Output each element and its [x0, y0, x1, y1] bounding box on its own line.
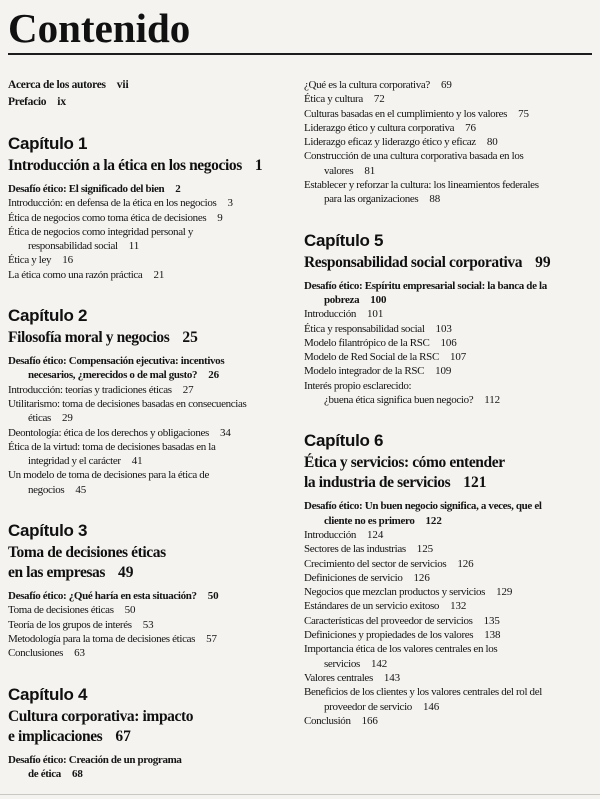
chapter-number-heading: Capítulo 4 [8, 684, 88, 704]
page-number: vii [116, 79, 129, 91]
toc-entry [8, 225, 296, 254]
page-number: 45 [75, 483, 87, 496]
toc-entry-line: Liderazgo eficaz y liderazgo ético y eficaz 80 [304, 136, 498, 149]
chapter-block [8, 685, 296, 782]
page-number: 53 [142, 618, 154, 631]
page-number: 9 [217, 211, 223, 224]
toc-entry [304, 92, 592, 106]
toc-entry [304, 528, 592, 542]
page-title: Contenido [8, 5, 191, 51]
chapter-title-line: e implicaciones 67 [8, 727, 131, 745]
page-number: 143 [383, 671, 401, 684]
page-number: 25 [182, 329, 198, 347]
toc-entry-line: Interés propio esclarecido: [304, 379, 412, 392]
toc-entry [304, 178, 592, 207]
page-number: 29 [61, 412, 73, 425]
toc-entry-line: Definiciones y propiedades de los valores 138 [304, 629, 501, 642]
toc-entry-line: Desafío ético: ¿Qué haría en esta situación? 50 [8, 590, 219, 603]
toc-entry [304, 121, 592, 135]
page-number: 135 [483, 614, 500, 627]
toc-entry [8, 253, 296, 267]
chapter-title [8, 156, 296, 176]
column-right [304, 55, 592, 781]
toc-entry [304, 585, 592, 599]
front-matter [8, 77, 296, 110]
toc-entry [304, 671, 592, 685]
page-number: 81 [364, 164, 376, 177]
page-number: 100 [370, 293, 387, 306]
page-number: 124 [367, 528, 384, 541]
page-number: 132 [450, 600, 467, 613]
chapter-block [8, 306, 296, 497]
toc-entry-line: Desafío ético: Un buen negocio significa, a veces, que el [304, 500, 542, 513]
page-number: 122 [425, 514, 442, 527]
toc-entry [304, 379, 592, 408]
page-number: 125 [416, 543, 433, 556]
toc-entry [304, 322, 592, 336]
page-number: 1 [254, 157, 263, 174]
toc-entry-line: valores 81 [324, 164, 376, 177]
toc-entry [8, 354, 296, 383]
toc-entry [8, 618, 296, 632]
toc-entry [8, 196, 296, 210]
toc-entry [304, 78, 592, 92]
toc-entry-line: Introducción 124 [304, 528, 384, 541]
toc-entry-line: proveedor de servicio 146 [324, 700, 440, 713]
page-number: 67 [115, 727, 131, 745]
page-number: 121 [463, 474, 487, 492]
chapter-title [8, 707, 296, 747]
toc-entry-line: Estándares de un servicio exitoso 132 [304, 600, 467, 613]
page-number: 50 [124, 604, 136, 617]
page-number: 63 [74, 647, 85, 660]
toc-entry [304, 628, 592, 642]
chapter-block [8, 134, 296, 282]
toc-entry-line: Ética y cultura 72 [304, 93, 385, 106]
chapter-number-heading: Capítulo 2 [8, 306, 88, 326]
toc-entry-line: Crecimiento del sector de servicios 126 [304, 557, 474, 570]
toc-entry-line: Metodología para la toma de decisiones éticas 57 [8, 632, 217, 645]
page-number: 26 [208, 369, 220, 382]
toc-entry [304, 149, 592, 178]
page-number: 50 [207, 590, 219, 603]
chapter-title [304, 453, 592, 493]
page-number: 109 [435, 365, 452, 378]
toc-entry [8, 182, 296, 196]
page-number: 34 [219, 426, 231, 439]
chapter-title [304, 253, 592, 273]
toc-entry [304, 714, 592, 728]
page-number: 75 [518, 107, 529, 120]
toc-entry [304, 336, 592, 350]
toc-entry-line: integridad y el carácter 41 [28, 455, 143, 468]
toc-entry-line: necesarios, ¿merecidos o de mal gusto? 26 [28, 369, 220, 382]
chapter-title-line: Filosofía moral y negocios 25 [8, 329, 198, 347]
toc-entry [8, 77, 296, 94]
toc-entry-line: Desafío ético: El significado del bien 2 [8, 183, 181, 195]
toc-entry [304, 135, 592, 149]
toc-entry [8, 468, 296, 497]
toc-entry [304, 279, 592, 308]
toc-entry [304, 307, 592, 321]
toc-entry-line: pobreza 100 [324, 293, 387, 306]
toc-entry-line: Teoría de los grupos de interés 53 [8, 618, 154, 631]
page-number: 107 [449, 351, 467, 364]
page-number: 99 [535, 253, 551, 271]
chapter-number-heading: Capítulo 3 [8, 521, 88, 541]
toc-entry-line: Un modelo de toma de decisiones para la ética de [8, 469, 209, 482]
page-number: 76 [465, 121, 476, 134]
toc-entry [8, 603, 296, 617]
page-number: 80 [486, 136, 498, 149]
page-number: 16 [62, 254, 73, 267]
toc-entry [8, 753, 296, 782]
toc-entry-line: La ética como una razón práctica 21 [8, 268, 165, 281]
page-number: 11 [128, 240, 140, 253]
chapter-title-line: Responsabilidad social corporativa 99 [304, 253, 551, 271]
chapter-title-line: Introducción a la ética en los negocios 1 [8, 157, 263, 174]
toc-entry [8, 589, 296, 603]
toc-entry-line: Culturas basadas en el cumplimiento y los valores 75 [304, 107, 529, 120]
chapter-continuation [304, 78, 592, 207]
chapter-block [304, 431, 592, 728]
toc-entry-line: Modelo integrador de la RSC 109 [304, 365, 452, 378]
toc-entry-line: Introducción: teorías y tradiciones éticas 27 [8, 383, 194, 396]
toc-entry [8, 397, 296, 426]
toc-entry [8, 632, 296, 646]
scan-edge-artifact [0, 794, 600, 795]
chapter-block [8, 521, 296, 660]
page-number: 27 [182, 383, 194, 396]
page-number: 103 [435, 322, 452, 335]
toc-entry [304, 571, 592, 585]
page-number: 106 [440, 336, 457, 349]
toc-entry-line: Modelo de Red Social de la RSC 107 [304, 351, 467, 364]
toc-entry [304, 642, 592, 671]
page-number: 126 [457, 557, 474, 570]
page-number: 126 [413, 571, 430, 584]
toc-entry-line: Ética de la virtud: toma de decisiones basadas en la [8, 440, 216, 453]
toc-entry-line: negocios 45 [28, 483, 87, 496]
toc-entry [304, 542, 592, 556]
page-number: 112 [484, 394, 501, 407]
page-number: 49 [118, 564, 134, 582]
toc-entry-line: Conclusiones 63 [8, 647, 85, 660]
toc-entry-line: Beneficios de los clientes y los valores centrales del rol del [304, 686, 542, 699]
toc-entry-line: Introducción: en defensa de la ética en los negocios 3 [8, 197, 233, 210]
chapter-number-heading: Capítulo 1 [8, 134, 88, 153]
toc-entry-line: éticas 29 [28, 412, 73, 425]
page-number: 142 [370, 657, 388, 670]
toc-entry-line: Importancia ética de los valores centrales en los [304, 643, 498, 656]
toc-columns [8, 55, 592, 781]
toc-entry-line: Introducción 101 [304, 308, 384, 321]
toc-entry [8, 211, 296, 225]
toc-entry-line: Ética y responsabilidad social 103 [304, 322, 452, 335]
page-number: 146 [422, 700, 440, 713]
toc-entry-line: Utilitarismo: toma de decisiones basadas en consecuencias [8, 397, 247, 410]
toc-entry-line: responsabilidad social 11 [28, 240, 140, 253]
toc-entry-line: Ética de negocios como toma ética de decisiones 9 [8, 211, 223, 224]
toc-entry-line: Construcción de una cultura corporativa basada en los [304, 150, 524, 163]
toc-entry-line: Prefacio ix [8, 95, 67, 108]
toc-entry-line: Acerca de los autores vii [8, 79, 129, 91]
toc-entry-line: Establecer y reforzar la cultura: los lineamientos federales [304, 179, 539, 192]
chapter-title [8, 543, 296, 583]
toc-entry [304, 599, 592, 613]
toc-entry [304, 350, 592, 364]
chapter-number-heading: Capítulo 6 [304, 431, 384, 451]
toc-entry-line: Negocios que mezclan productos y servicios 129 [304, 586, 513, 599]
toc-entry-line: Sectores de las industrias 125 [304, 543, 433, 556]
page-number: 3 [227, 197, 233, 210]
toc-entry-line: cliente no es primero 122 [324, 514, 442, 527]
toc-entry-line: Liderazgo ético y cultura corporativa 76 [304, 121, 476, 134]
toc-entry [304, 557, 592, 571]
page-number: 72 [373, 93, 385, 106]
toc-entry-line: Modelo filantrópico de la RSC 106 [304, 336, 457, 349]
page-number: 2 [175, 183, 181, 195]
toc-entry-line: Conclusión 166 [304, 714, 378, 727]
toc-entry-line: servicios 142 [324, 657, 388, 670]
page-number: 138 [484, 629, 501, 642]
page-number: 68 [71, 767, 83, 780]
page-number: 57 [206, 632, 217, 645]
toc-entry-line: Características del proveedor de servicios 135 [304, 614, 500, 627]
toc-entry-line: Desafío ético: Creación de un programa [8, 753, 182, 766]
toc-entry-line: para las organizaciones 88 [324, 193, 441, 206]
toc-entry-line: Ética y ley 16 [8, 254, 73, 267]
column-left [8, 55, 296, 781]
page-number: 69 [440, 79, 452, 91]
chapter-title-line: Toma de decisiones éticas [8, 544, 166, 562]
toc-entry-line: Toma de decisiones éticas 50 [8, 604, 136, 617]
toc-entry-line: Deontología: ética de los derechos y obligaciones 34 [8, 426, 231, 439]
chapter-title-line: Cultura corporativa: impacto [8, 707, 194, 725]
toc-entry [304, 107, 592, 121]
chapter-title-line: la industria de servicios 121 [304, 474, 487, 492]
toc-entry [304, 499, 592, 528]
page-number: 129 [496, 586, 513, 599]
chapter-block [304, 231, 592, 408]
toc-entry-line: ¿Qué es la cultura corporativa? 69 [304, 79, 452, 91]
toc-entry-line: Desafío ético: Compensación ejecutiva: incentivos [8, 355, 225, 368]
toc-entry [8, 383, 296, 397]
toc-entry [8, 440, 296, 469]
toc-entry [8, 94, 296, 111]
page-number: 166 [361, 714, 378, 727]
toc-entry [304, 685, 592, 714]
toc-entry-line: de ética 68 [28, 767, 83, 780]
toc-entry [304, 614, 592, 628]
page-number: 21 [153, 268, 165, 281]
toc-entry [8, 646, 296, 660]
page-number: ix [57, 95, 67, 108]
chapter-title [8, 328, 296, 348]
toc-entry [8, 426, 296, 440]
page-number: 101 [367, 308, 384, 321]
chapter-title-line: Ética y servicios: cómo entender [304, 454, 505, 472]
page-number: 41 [131, 455, 143, 468]
toc-entry-line: Ética de negocios como integridad personal y [8, 225, 193, 238]
toc-entry-line: ¿buena ética significa buen negocio? 112 [324, 394, 501, 407]
toc-entry [8, 268, 296, 282]
toc-entry [304, 364, 592, 378]
page-number: 88 [429, 193, 441, 206]
toc-entry-line: Desafío ético: Espíritu empresarial social: la banca de la [304, 279, 547, 292]
toc-entry-line: Valores centrales 143 [304, 671, 401, 684]
chapter-title-line: en las empresas 49 [8, 564, 134, 582]
toc-entry-line: Definiciones de servicio 126 [304, 571, 430, 584]
chapter-number-heading: Capítulo 5 [304, 230, 384, 250]
